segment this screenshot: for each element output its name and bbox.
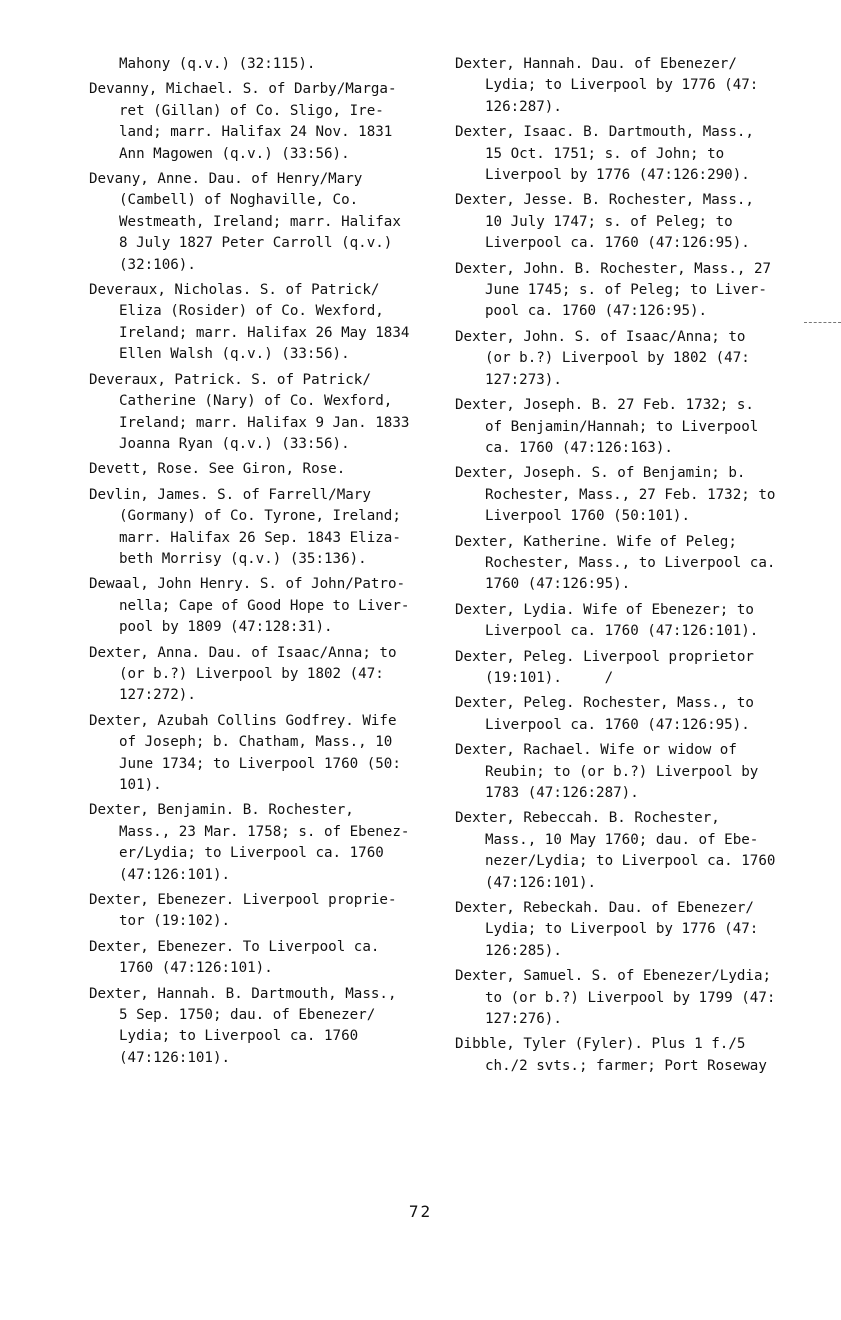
- entry-line: Dexter, Anna. Dau. of Isaac/Anna; to: [89, 644, 397, 661]
- entry-line: (32:106).: [119, 256, 196, 273]
- entry-line: Dexter, John. S. of Isaac/Anna; to: [455, 328, 746, 345]
- entry-line: Devany, Anne. Dau. of Henry/Mary: [89, 171, 363, 188]
- entry-line: (19:101). /: [485, 669, 614, 686]
- entry-line: Deveraux, Patrick. S. of Patrick/: [89, 371, 371, 388]
- entry-line: Reubin; to (or b.?) Liverpool by: [485, 763, 759, 780]
- entry-line: Mass., 10 May 1760; dau. of Ebe-: [485, 831, 759, 848]
- entry-line: Dexter, Rebeckah. Dau. of Ebenezer/: [455, 900, 754, 917]
- entry-line: (or b.?) Liverpool by 1802 (47:: [119, 665, 384, 682]
- index-entry: [89, 54, 434, 75]
- right-column: [455, 54, 800, 1081]
- entry-line: Liverpool by 1776 (47:126:290).: [485, 167, 750, 184]
- entry-line: Dibble, Tyler (Fyler). Plus 1 f./5: [455, 1036, 746, 1053]
- index-entry: [89, 459, 434, 480]
- entry-line: Mass., 23 Mar. 1758; s. of Ebenez-: [119, 823, 410, 840]
- index-entry: [455, 532, 800, 596]
- entry-line: 126:287).: [485, 98, 562, 115]
- entry-line: 1760 (47:126:101).: [119, 960, 273, 977]
- entry-line: Catherine (Nary) of Co. Wexford,: [119, 393, 393, 410]
- entry-line: marr. Halifax 26 Sep. 1843 Eliza-: [119, 529, 401, 546]
- entry-line: Liverpool ca. 1760 (47:126:95).: [485, 235, 750, 252]
- entry-line: Dexter, Rebeccah. B. Rochester,: [455, 810, 720, 827]
- entry-line: Dewaal, John Henry. S. of John/Patro-: [89, 576, 406, 593]
- index-entry: [455, 463, 800, 527]
- entry-line: Ellen Walsh (q.v.) (33:56).: [119, 346, 350, 363]
- entry-line: Deveraux, Nicholas. S. of Patrick/: [89, 282, 380, 299]
- entry-line: Lydia; to Liverpool ca. 1760: [119, 1028, 359, 1045]
- entry-line: Dexter, Hannah. B. Dartmouth, Mass.,: [89, 985, 397, 1002]
- entry-line: ret (Gillan) of Co. Sligo, Ire-: [119, 102, 384, 119]
- entry-line: Dexter, Joseph. S. of Benjamin; b.: [455, 465, 746, 482]
- entry-line: Dexter, Azubah Collins Godfrey. Wife: [89, 712, 397, 729]
- entry-line: Eliza (Rosider) of Co. Wexford,: [119, 303, 384, 320]
- entry-line: Rochester, Mass., 27 Feb. 1732; to: [485, 486, 776, 503]
- index-entry: [455, 54, 800, 118]
- margin-mark: [804, 322, 841, 324]
- entry-line: Devanny, Michael. S. of Darby/Marga-: [89, 81, 397, 98]
- entry-line: Ireland; marr. Halifax 26 May 1834: [119, 324, 410, 341]
- entry-line: 127:273).: [485, 371, 562, 388]
- entry-line: nezer/Lydia; to Liverpool ca. 1760: [485, 853, 776, 870]
- index-entry: [455, 259, 800, 323]
- index-entry: [89, 711, 434, 797]
- entry-line: pool by 1809 (47:128:31).: [119, 619, 333, 636]
- entry-line: Ann Magowen (q.v.) (33:56).: [119, 145, 350, 162]
- index-entry: [455, 647, 800, 690]
- page-number: 72: [408, 1202, 433, 1221]
- entry-line: to (or b.?) Liverpool by 1799 (47:: [485, 989, 776, 1006]
- entry-line: Dexter, Hannah. Dau. of Ebenezer/: [455, 56, 737, 72]
- entry-line: 8 July 1827 Peter Carroll (q.v.): [119, 235, 393, 252]
- entry-line: ca. 1760 (47:126:163).: [485, 439, 673, 456]
- entry-line: June 1734; to Liverpool 1760 (50:: [119, 755, 401, 772]
- entry-line: Dexter, Ebenezer. To Liverpool ca.: [89, 938, 380, 955]
- index-entry: [455, 122, 800, 186]
- entry-line: (47:126:101).: [119, 866, 231, 883]
- entry-line: June 1745; s. of Peleg; to Liver-: [485, 282, 767, 299]
- entry-line: Devlin, James. S. of Farrell/Mary: [89, 486, 371, 503]
- index-entry: [89, 485, 434, 571]
- entry-line: land; marr. Halifax 24 Nov. 1831: [119, 124, 393, 141]
- entry-line: Lydia; to Liverpool by 1776 (47:: [485, 921, 759, 938]
- entry-line: 101).: [119, 777, 162, 793]
- entry-line: Dexter, Lydia. Wife of Ebenezer; to: [455, 601, 754, 618]
- entry-line: Joanna Ryan (q.v.) (33:56).: [119, 435, 350, 452]
- entry-line: Liverpool 1760 (50:101).: [485, 508, 690, 525]
- entry-line: (47:126:101).: [485, 874, 597, 891]
- index-entry: [455, 693, 800, 736]
- entry-line: (Cambell) of Noghaville, Co.: [119, 192, 359, 209]
- entry-line: Westmeath, Ireland; marr. Halifax: [119, 213, 401, 230]
- index-entry: [89, 643, 434, 707]
- index-entry: [89, 370, 434, 456]
- entry-line: Dexter, Peleg. Rochester, Mass., to: [455, 695, 754, 712]
- entry-line: (47:126:101).: [119, 1049, 231, 1066]
- index-entry: [89, 890, 434, 933]
- entry-line: 5 Sep. 1750; dau. of Ebenezer/: [119, 1007, 376, 1024]
- entry-line: 1760 (47:126:95).: [485, 576, 631, 593]
- entry-line: beth Morrisy (q.v.) (35:136).: [119, 550, 367, 567]
- entry-line: Lydia; to Liverpool by 1776 (47:: [485, 77, 759, 94]
- entry-line: Dexter, Peleg. Liverpool proprietor: [455, 648, 754, 665]
- entry-line: Dexter, Rachael. Wife or widow of: [455, 742, 737, 759]
- index-entry: [455, 600, 800, 643]
- entry-line: 1783 (47:126:287).: [485, 785, 639, 801]
- entry-line: (Gormany) of Co. Tyrone, Ireland;: [119, 508, 401, 525]
- entry-line: er/Lydia; to Liverpool ca. 1760: [119, 845, 384, 862]
- index-entry: [455, 190, 800, 254]
- entry-line: of Joseph; b. Chatham, Mass., 10: [119, 734, 393, 751]
- entry-line: Dexter, Katherine. Wife of Peleg;: [455, 533, 737, 550]
- entry-line: ch./2 svts.; farmer; Port Roseway: [485, 1057, 767, 1074]
- index-entry: [455, 808, 800, 894]
- entry-line: 10 July 1747; s. of Peleg; to: [485, 213, 733, 230]
- index-entry: [455, 395, 800, 459]
- entry-line: 127:276).: [485, 1011, 562, 1028]
- entry-line: Devett, Rose. See Giron, Rose.: [89, 461, 346, 478]
- entry-line: Liverpool ca. 1760 (47:126:95).: [485, 716, 750, 733]
- index-entry: [89, 574, 434, 638]
- index-entry: [89, 800, 434, 886]
- entry-line: 15 Oct. 1751; s. of John; to: [485, 145, 725, 162]
- entry-line: tor (19:102).: [119, 913, 231, 930]
- entry-line: Liverpool ca. 1760 (47:126:101).: [485, 623, 759, 640]
- index-entry: [455, 740, 800, 804]
- entry-line: pool ca. 1760 (47:126:95).: [485, 303, 708, 320]
- entry-line: Dexter, Benjamin. B. Rochester,: [89, 802, 354, 819]
- index-entry: [89, 984, 434, 1070]
- entry-line: Dexter, Jesse. B. Rochester, Mass.,: [455, 192, 754, 209]
- entry-line: (or b.?) Liverpool by 1802 (47:: [485, 350, 750, 367]
- index-entry: [455, 327, 800, 391]
- index-entry: [455, 966, 800, 1030]
- index-entry: [455, 898, 800, 962]
- entry-line: Rochester, Mass., to Liverpool ca.: [485, 554, 776, 571]
- entry-line: Mahony (q.v.) (32:115).: [119, 56, 316, 72]
- entry-line: nella; Cape of Good Hope to Liver-: [119, 597, 410, 614]
- index-entry: [455, 1034, 800, 1077]
- entry-line: 126:285).: [485, 942, 562, 959]
- left-column: [89, 54, 434, 1073]
- entry-line: Dexter, John. B. Rochester, Mass., 27: [455, 260, 772, 277]
- entry-line: Dexter, Ebenezer. Liverpool proprie-: [89, 892, 397, 909]
- entry-line: Dexter, Samuel. S. of Ebenezer/Lydia;: [455, 968, 772, 985]
- entry-line: Dexter, Joseph. B. 27 Feb. 1732; s.: [455, 397, 754, 414]
- entry-line: of Benjamin/Hannah; to Liverpool: [485, 418, 759, 435]
- index-entry: [89, 79, 434, 165]
- entry-line: Dexter, Isaac. B. Dartmouth, Mass.,: [455, 124, 754, 141]
- index-entry: [89, 169, 434, 276]
- index-entry: [89, 280, 434, 366]
- entry-line: 127:272).: [119, 687, 196, 704]
- entry-line: Ireland; marr. Halifax 9 Jan. 1833: [119, 414, 410, 431]
- index-entry: [89, 937, 434, 980]
